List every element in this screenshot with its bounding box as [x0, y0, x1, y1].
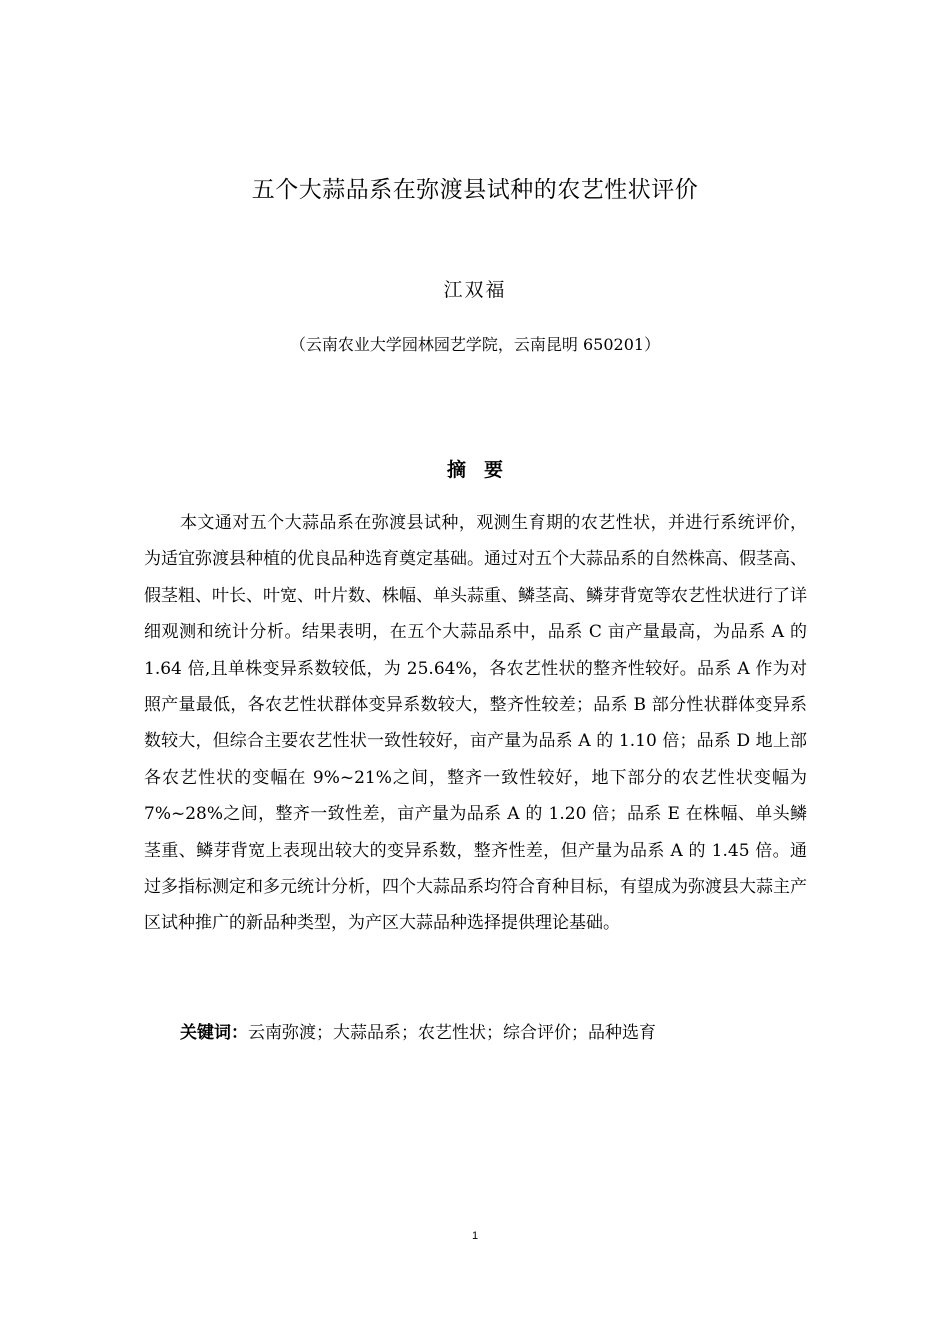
paper-title: 五个大蒜品系在弥渡县试种的农艺性状评价: [251, 177, 699, 203]
page-number: 1: [471, 1230, 479, 1242]
author-name: 江双福: [443, 279, 507, 301]
keywords-label: 关键词：: [180, 1023, 248, 1043]
keywords-line: [144, 1015, 807, 1051]
author-affiliation: （云南农业大学园林园艺学院，云南昆明 650201）: [289, 335, 661, 354]
abstract-heading: 摘要: [446, 459, 521, 481]
keywords-text: 云南弥渡；大蒜品系；农艺性状；综合评价；品种选育: [248, 1023, 656, 1043]
abstract-body: 本文通对五个大蒜品系在弥渡县试种，观测生育期的农艺性状，并进行系统评价，为适宜弥渡县种植的优良品种选育奠定基础。通过对五个大蒜品系的自然株高、假茎高、假茎粗、叶长、叶宽、叶片数、株幅、单头蒜重、鳞茎高、鳞芽背宽等农艺性状进行了详细观测和统计分析。结果表明，在五个大蒜品系中，品系 C 亩产量最高，为品系 A 的 1.64 倍,且单株变异系数较低，为 25.64%，各农艺性状的整齐性较好。品系 A 作为对照产量最低，各农艺性状群体变异系数较大，整齐性较差；品系 B 部分性状群体变异系数较大，但综合主要农艺性状一致性较好，亩产量为品系 A 的 1.10 倍；品系 D 地上部各农艺性状的变幅在 9%~21%之间，整齐一致性较好，地下部分的农艺性状变幅为 7%~28%之间，整齐一致性差，亩产量为品系 A 的 1.20 倍；品系 E 在株幅、单头鳞茎重、鳞芽背宽上表现出较大的变异系数，整齐性差，但产量为品系 A 的 1.45 倍。通过多指标测定和多元统计分析，四个大蒜品系均符合育种目标，有望成为弥渡县大蒜主产区试种推广的新品种类型，为产区大蒜品种选择提供理论基础。: [144, 513, 807, 934]
